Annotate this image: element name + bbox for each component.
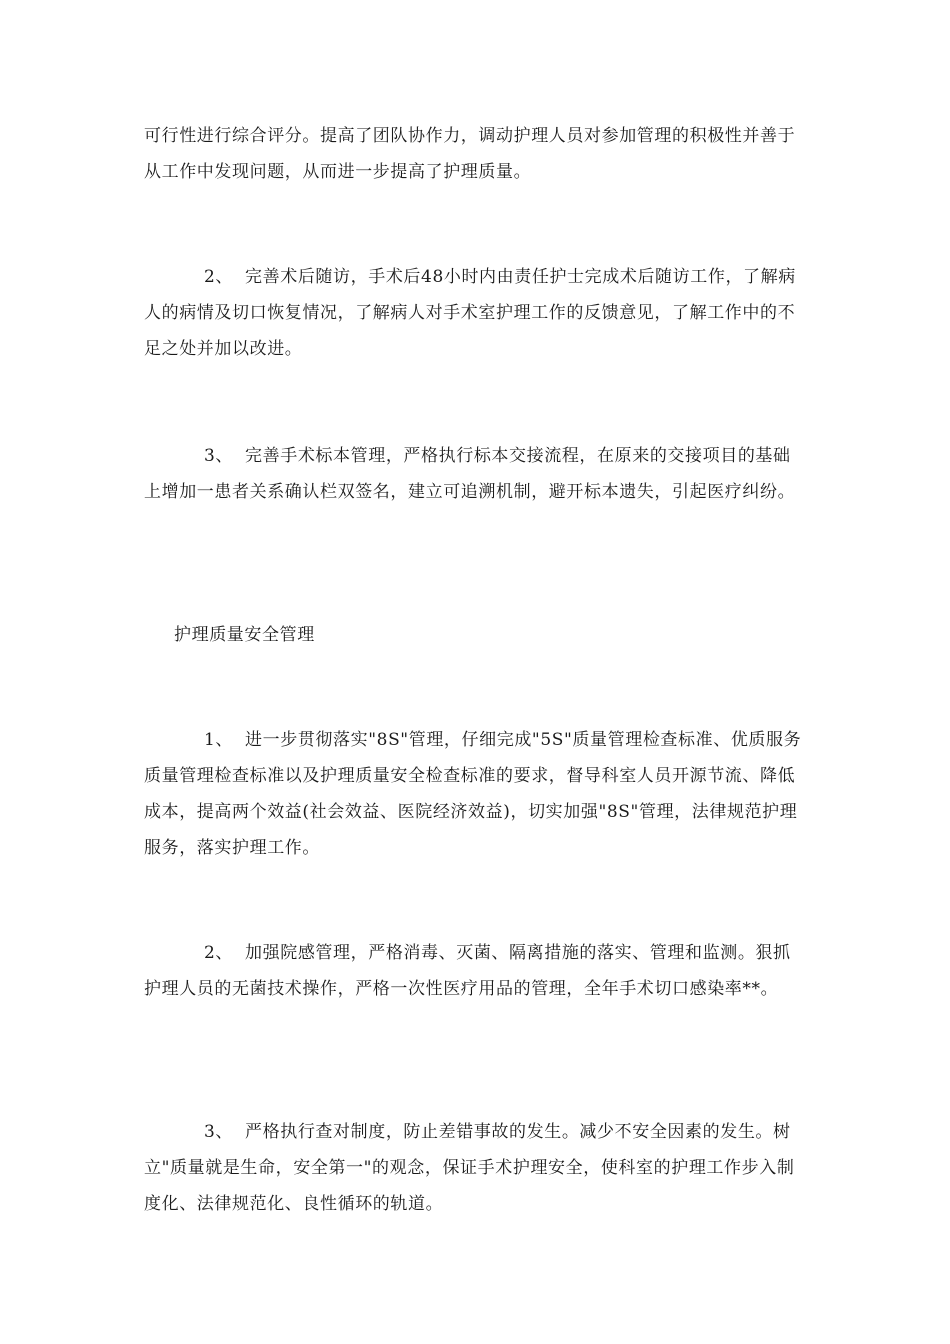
paragraph-text: 可行性进行综合评分。提高了团队协作力，调动护理人员对参加管理的积极性并善于从工作中发现问题，从而进一步提高了护理质量。	[144, 126, 796, 182]
paragraph-text: 加强院感管理，严格消毒、灭菌、隔离措施的落实、管理和监测。狠抓护理人员的无菌技术操作，严格一次性医疗用品的管理，全年手术切口感染率**。	[144, 943, 791, 999]
paragraph-text: 完善术后随访，手术后48小时内由责任护士完成术后随访工作，了解病人的病情及切口恢复情况，了解病人对手术室护理工作的反馈意见，了解工作中的不足之处并加以改进。	[144, 267, 796, 359]
paragraph-item-1-8s-management	[144, 722, 808, 866]
paragraph-continuation	[144, 118, 808, 190]
paragraph-item-3-specimen-management	[144, 438, 808, 510]
item-number: 3、	[204, 1122, 234, 1142]
item-number: 3、	[204, 446, 234, 466]
item-number: 2、	[204, 267, 234, 287]
paragraph-item-2-postop-followup	[144, 259, 808, 367]
paragraph-text: 严格执行查对制度，防止差错事故的发生。减少不安全因素的发生。树立"质量就是生命，安全第一"的观念，保证手术护理安全，使科室的护理工作步入制度化、法律规范化、良性循环的轨道。	[144, 1122, 795, 1214]
section-heading	[144, 617, 808, 653]
item-number: 2、	[204, 943, 234, 963]
paragraph-item-2-infection-control	[144, 935, 808, 1007]
paragraph-text: 进一步贯彻落实"8S"管理，仔细完成"5S"质量管理检查标准、优质服务质量管理检查标准以及护理质量安全检查标准的要求，督导科室人员开源节流、降低成本，提高两个效益(社会效益、医院经济效益)，切实加强"8S"管理，法律规范护理服务，落实护理工作。	[144, 730, 802, 858]
paragraph-text: 完善手术标本管理，严格执行标本交接流程，在原来的交接项目的基础上增加一患者关系确认栏双签名，建立可追溯机制，避开标本遗失，引起医疗纠纷。	[144, 446, 796, 502]
paragraph-item-3-verification-system	[144, 1114, 808, 1222]
item-number: 1、	[204, 730, 234, 750]
section-heading-text: 护理质量安全管理	[174, 625, 315, 645]
